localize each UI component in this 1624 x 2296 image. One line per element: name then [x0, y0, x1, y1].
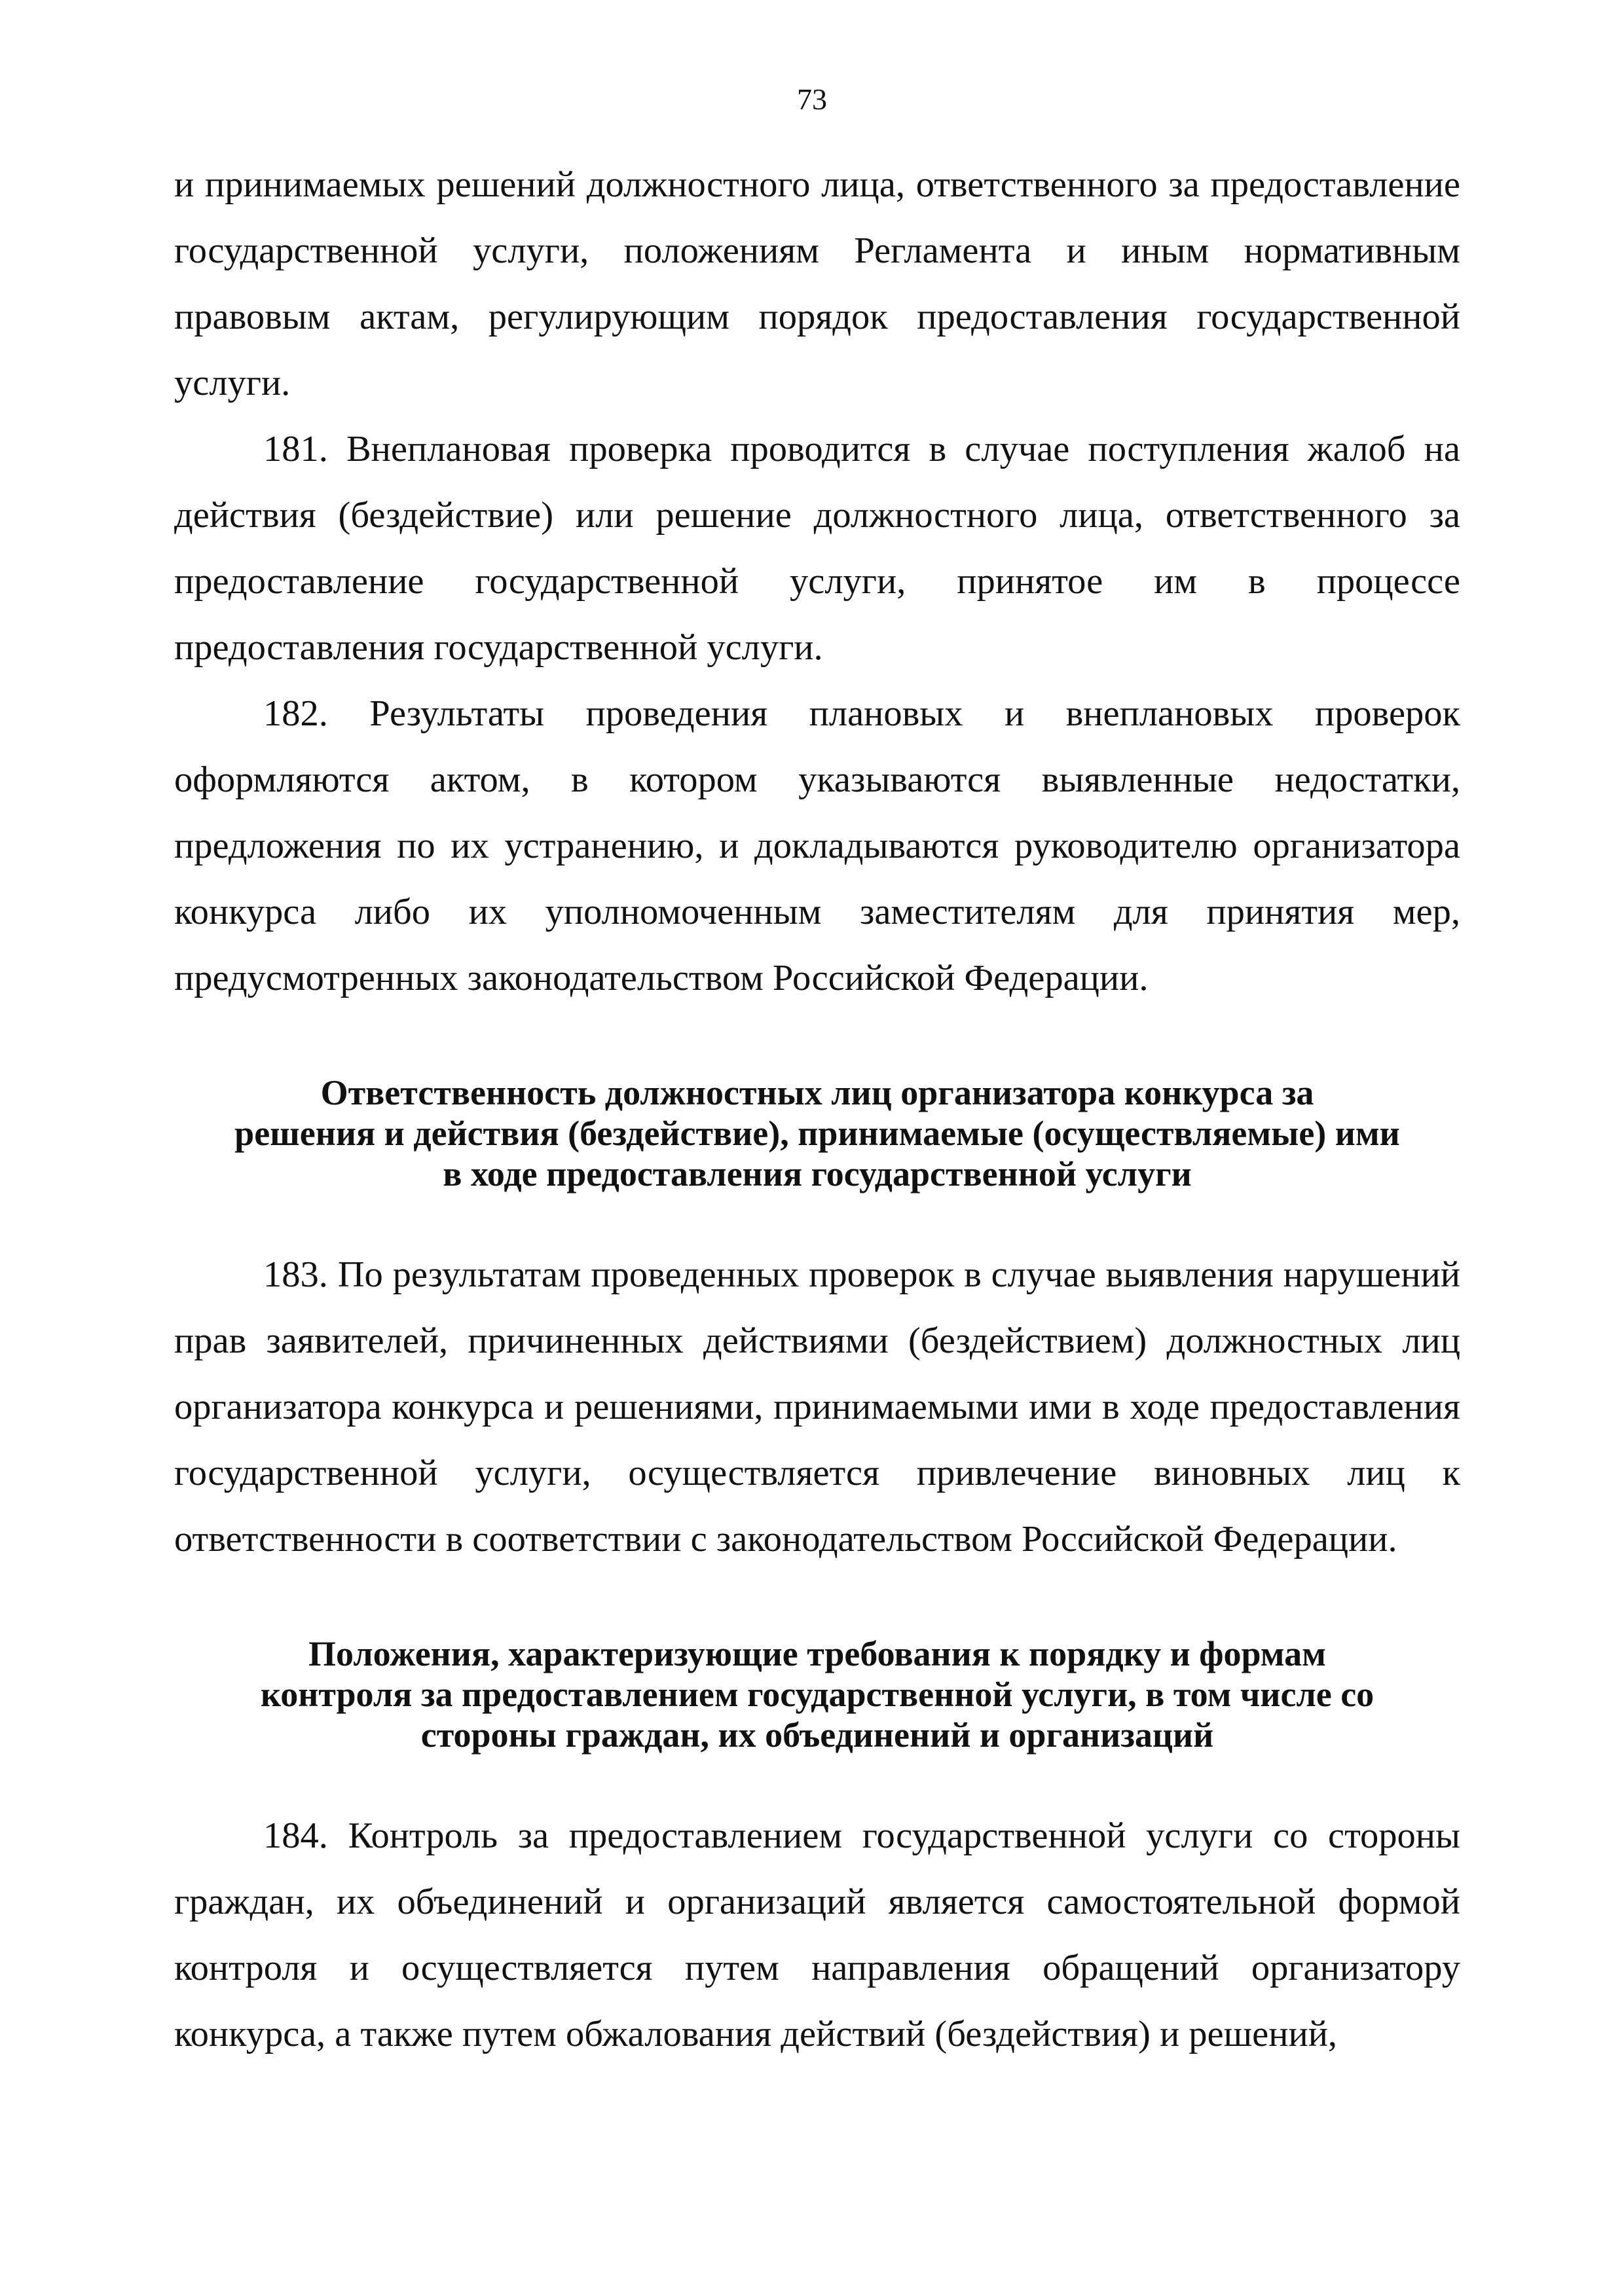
heading-line: контроля за предоставлением государственной услуги, в том числе со: [260, 1675, 1375, 1714]
page-number: 73: [797, 82, 827, 116]
heading-line: в ходе предоставления государственной услуги: [443, 1154, 1192, 1194]
spacer: [174, 1573, 1460, 1633]
paragraph-183: 183. По результатам проведенных проверок в случае выявления нарушений прав заявителей, причиненных действиями (бездействием) должностных лиц организатора конкурса и решениями, принимаемыми ими в ходе предоставления государственной услуги, осуществляется привлечение виновных лиц к ответственности в соответствии с законодательством Российской Федерации.: [174, 1254, 1460, 1559]
heading-line: Ответственность должностных лиц организатора конкурса за: [320, 1073, 1314, 1112]
spacer: [174, 1755, 1460, 1803]
spacer: [174, 1194, 1460, 1242]
heading-line: Положения, характеризующие требования к порядку и формам: [308, 1634, 1326, 1673]
paragraph-184: 184. Контроль за предоставлением государственной услуги со стороны граждан, их объединений и организаций является самостоятельной формой контроля и осуществляется путем направления обращений организатору конкурса, а также путем обжалования действий (бездействия) и решений,: [174, 1815, 1460, 2054]
page-content: [174, 152, 1460, 2068]
spacer: [174, 1011, 1460, 1072]
section-heading-control: [174, 1633, 1460, 1755]
paragraph-continuation: и принимаемых решений должностного лица, ответственного за предоставление государственной услуги, положениям Регламента и иным нормативным правовым актам, регулирующим порядок предоставления государственной услуги.: [174, 164, 1460, 403]
heading-line: решения и действия (бездействие), принимаемые (осуществляемые) ими: [234, 1114, 1400, 1153]
paragraph-181: 181. Внеплановая проверка проводится в случае поступления жалоб на действия (бездействие) или решение должностного лица, ответственного за предоставление государственной услуги, принятое им в процессе предоставления государственной услуги.: [174, 429, 1460, 668]
section-heading-responsibility: [174, 1072, 1460, 1194]
paragraph-182: 182. Результаты проведения плановых и внеплановых проверок оформляются актом, в котором указываются выявленные недостатки, предложения по их устранению, и докладываются руководителю организатора конкурса либо их уполномоченным заместителям для принятия мер, предусмотренных законодательством Российской Федерации.: [174, 693, 1460, 998]
heading-line: стороны граждан, их объединений и организаций: [420, 1715, 1214, 1755]
